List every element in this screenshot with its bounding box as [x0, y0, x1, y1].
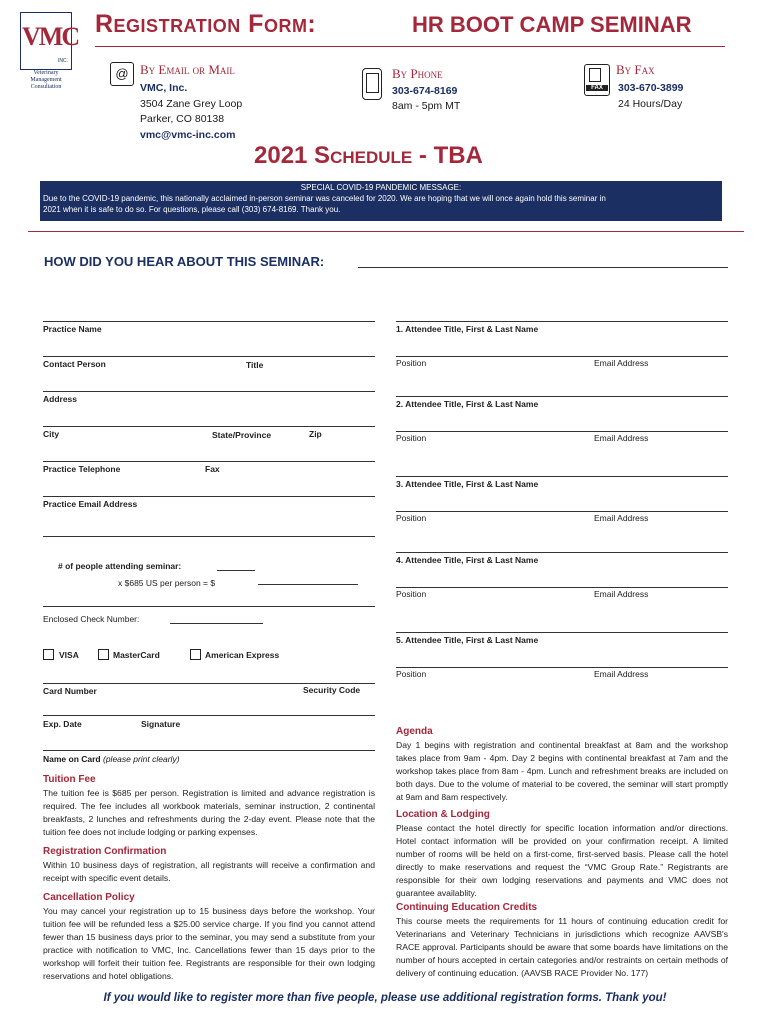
location-text: Please contact the hotel directly for specific location information and/or directions. Hotel contact information will be provided on your confirmation receipt. A limited number of rooms will be held on a first-come, first-served basis. Please call the hotel directly to make reservations and request the “VMC Group Rate.” Registrants are responsible for their own lodging reservations and payments and VMC does not guarantee availablity.	[396, 823, 728, 898]
location-heading: Location & Lodging	[396, 809, 490, 820]
check-number-label: Enclosed Check Number:	[43, 614, 140, 624]
agenda-heading: Agenda	[396, 726, 433, 737]
visa-checkbox[interactable]	[43, 649, 54, 660]
attendee-3-label: 3. Attendee Title, First & Last Name	[396, 479, 539, 489]
name-on-card-note: (please print clearly)	[103, 754, 180, 764]
footer-note: If you would like to register more than five people, please use additional registration forms. Thank you!	[103, 992, 667, 1004]
cancellation-text: You may cancel your registration up to 15 business days before the workshop. Your tuition fee will be refunded less a $25.00 service charge. If you find you cannot attend fewer than 15 business days prior to the seminar, you may send a substitute from your practice with notification to VMC, Inc. Cancellations fewer than 15 days prior to the workshop will forfeit their tuition fee. Registrants are responsible for their own lodging reservations and hotel obligations.	[43, 906, 375, 981]
title-label: Title	[246, 360, 264, 370]
attendee-4-email-label: Email Address	[594, 589, 649, 599]
seminar-title: HR BOOT CAMP SEMINAR	[412, 12, 692, 37]
cancellation-heading: Cancellation Policy	[43, 892, 135, 903]
address-label: Address	[43, 394, 78, 404]
attendee-3-email-label: Email Address	[594, 513, 649, 523]
fax-number[interactable]: 303-670-3899	[618, 82, 684, 94]
schedule-title: 2021 Schedule - TBA	[254, 142, 483, 169]
telephone-label: Practice Telephone	[43, 464, 121, 474]
attendee-5-position-label: Position	[396, 669, 427, 679]
fax-icon	[584, 64, 610, 96]
by-fax-heading: By Fax	[616, 62, 655, 77]
attendee-1-email-label: Email Address	[594, 358, 649, 368]
agenda-text: Day 1 begins with registration and continental breakfast at 8am and the workshop takes place from 9am - 4pm. Day 2 begins with continental breakfast at 7am and the workshop takes place from 8am - 4pm. Lunch and refreshment breaks are included on both days. Due to the volume of material to be covered, the seminar will start promptly at 9am and 8am respectively.	[396, 740, 728, 802]
mastercard-label: MasterCard	[113, 650, 160, 660]
people-count-label: # of people attending seminar:	[58, 561, 182, 571]
banner-line2: 2021 when it is safe to do so. For questions, please call (303) 674-8169. Thank you.	[43, 205, 341, 214]
company-name: VMC, Inc.	[140, 82, 188, 94]
confirmation-heading: Registration Confirmation	[43, 846, 167, 857]
practice-email-label: Practice Email Address	[43, 499, 138, 509]
form-title: Registration Form:	[95, 10, 317, 38]
banner-heading: SPECIAL COVID-19 PANDEMIC MESSAGE:	[300, 183, 462, 192]
fax-label: Fax	[205, 464, 220, 474]
attendee-4-label: 4. Attendee Title, First & Last Name	[396, 555, 539, 565]
check-number-input[interactable]	[170, 623, 263, 624]
tuition-text: The tuition fee is $685 per person. Registration is limited and advance registration is required. The fee includes all workbook materials, seminar instruction, 2 continental breakfasts, 2 lunches and refreshments during the 2-day event. Please note that the tuition fee does not include lodging or parking expenses.	[43, 788, 375, 837]
attendee-2-email-label: Email Address	[594, 433, 649, 443]
email-icon: @	[110, 62, 134, 86]
total-input[interactable]	[258, 584, 358, 585]
hear-about-label: HOW DID YOU HEAR ABOUT THIS SEMINAR:	[44, 254, 325, 269]
vmc-logo	[20, 12, 79, 94]
price-label: x $685 US per person = $	[118, 578, 216, 588]
ce-text: This course meets the requirements for 11 hours of continuing education credit for Veterinarians and Veterinary Technicians in jurisdictions which recognize AAVSB's RACE approval. Participants should be aware that some boards have limitations on the number of hours accepted in certain categories and/or restraints on certain methods of delivery of continuing education. (AAVSB RACE Provider No. 177)	[396, 916, 728, 978]
phone-number[interactable]: 303-674-8169	[392, 85, 458, 97]
email-address[interactable]: vmc@vmc-inc.com	[140, 129, 236, 141]
by-phone-heading: By Phone	[392, 66, 443, 81]
banner-line1: Due to the COVID-19 pandemic, this nationally acclaimed in-person seminar was canceled for 2020. We are hoping that we will once again hold this seminar in	[43, 194, 606, 203]
name-on-card-label: Name on Card	[43, 754, 101, 764]
confirmation-text: Within 10 business days of registration, all registrants will receive a confirmation and receipt with specific event details.	[43, 860, 375, 883]
people-count-input[interactable]	[217, 570, 255, 571]
card-number-label: Card Number	[43, 686, 97, 696]
attendee-1-label: 1. Attendee Title, First & Last Name	[396, 324, 539, 334]
attendee-5-email-label: Email Address	[594, 669, 649, 679]
attendee-2-label: 2. Attendee Title, First & Last Name	[396, 399, 539, 409]
tuition-heading: Tuition Fee	[43, 774, 96, 785]
attendee-2-position-label: Position	[396, 433, 427, 443]
logo-line2: Management	[30, 77, 62, 83]
attendee-4-position-label: Position	[396, 589, 427, 599]
fax-icon-label: FAX	[586, 85, 608, 91]
covid-banner	[40, 181, 722, 221]
by-email-heading: By Email or Mail	[140, 62, 235, 77]
exp-date-label: Exp. Date	[43, 719, 82, 729]
ce-heading: Continuing Education Credits	[396, 902, 538, 913]
contact-person-label: Contact Person	[43, 359, 106, 369]
address-line2: Parker, CO 80138	[140, 113, 225, 125]
state-label: State/Province	[212, 430, 272, 440]
security-code-label: Security Code	[303, 685, 361, 695]
practice-name-label: Practice Name	[43, 324, 102, 334]
signature-label: Signature	[141, 719, 181, 729]
attendee-5-label: 5. Attendee Title, First & Last Name	[396, 635, 539, 645]
logo-letters: VMC	[22, 22, 79, 51]
logo-line3: Consultation	[30, 84, 62, 90]
attendee-3-position-label: Position	[396, 513, 427, 523]
amex-label: American Express	[205, 650, 280, 660]
address-line1: 3504 Zane Grey Loop	[140, 98, 243, 110]
attendee-1-position-label: Position	[396, 358, 427, 368]
mastercard-checkbox[interactable]	[98, 649, 109, 660]
visa-label: VISA	[59, 650, 79, 660]
phone-hours: 8am - 5pm MT	[392, 100, 461, 112]
hear-about-input[interactable]	[358, 267, 728, 268]
city-label: City	[43, 429, 60, 439]
phone-icon	[362, 68, 382, 100]
fax-hours: 24 Hours/Day	[618, 98, 683, 110]
amex-checkbox[interactable]	[190, 649, 201, 660]
logo-line1: Veterinary	[33, 70, 59, 76]
logo-inc: INC.	[58, 58, 68, 64]
zip-label: Zip	[309, 429, 322, 439]
